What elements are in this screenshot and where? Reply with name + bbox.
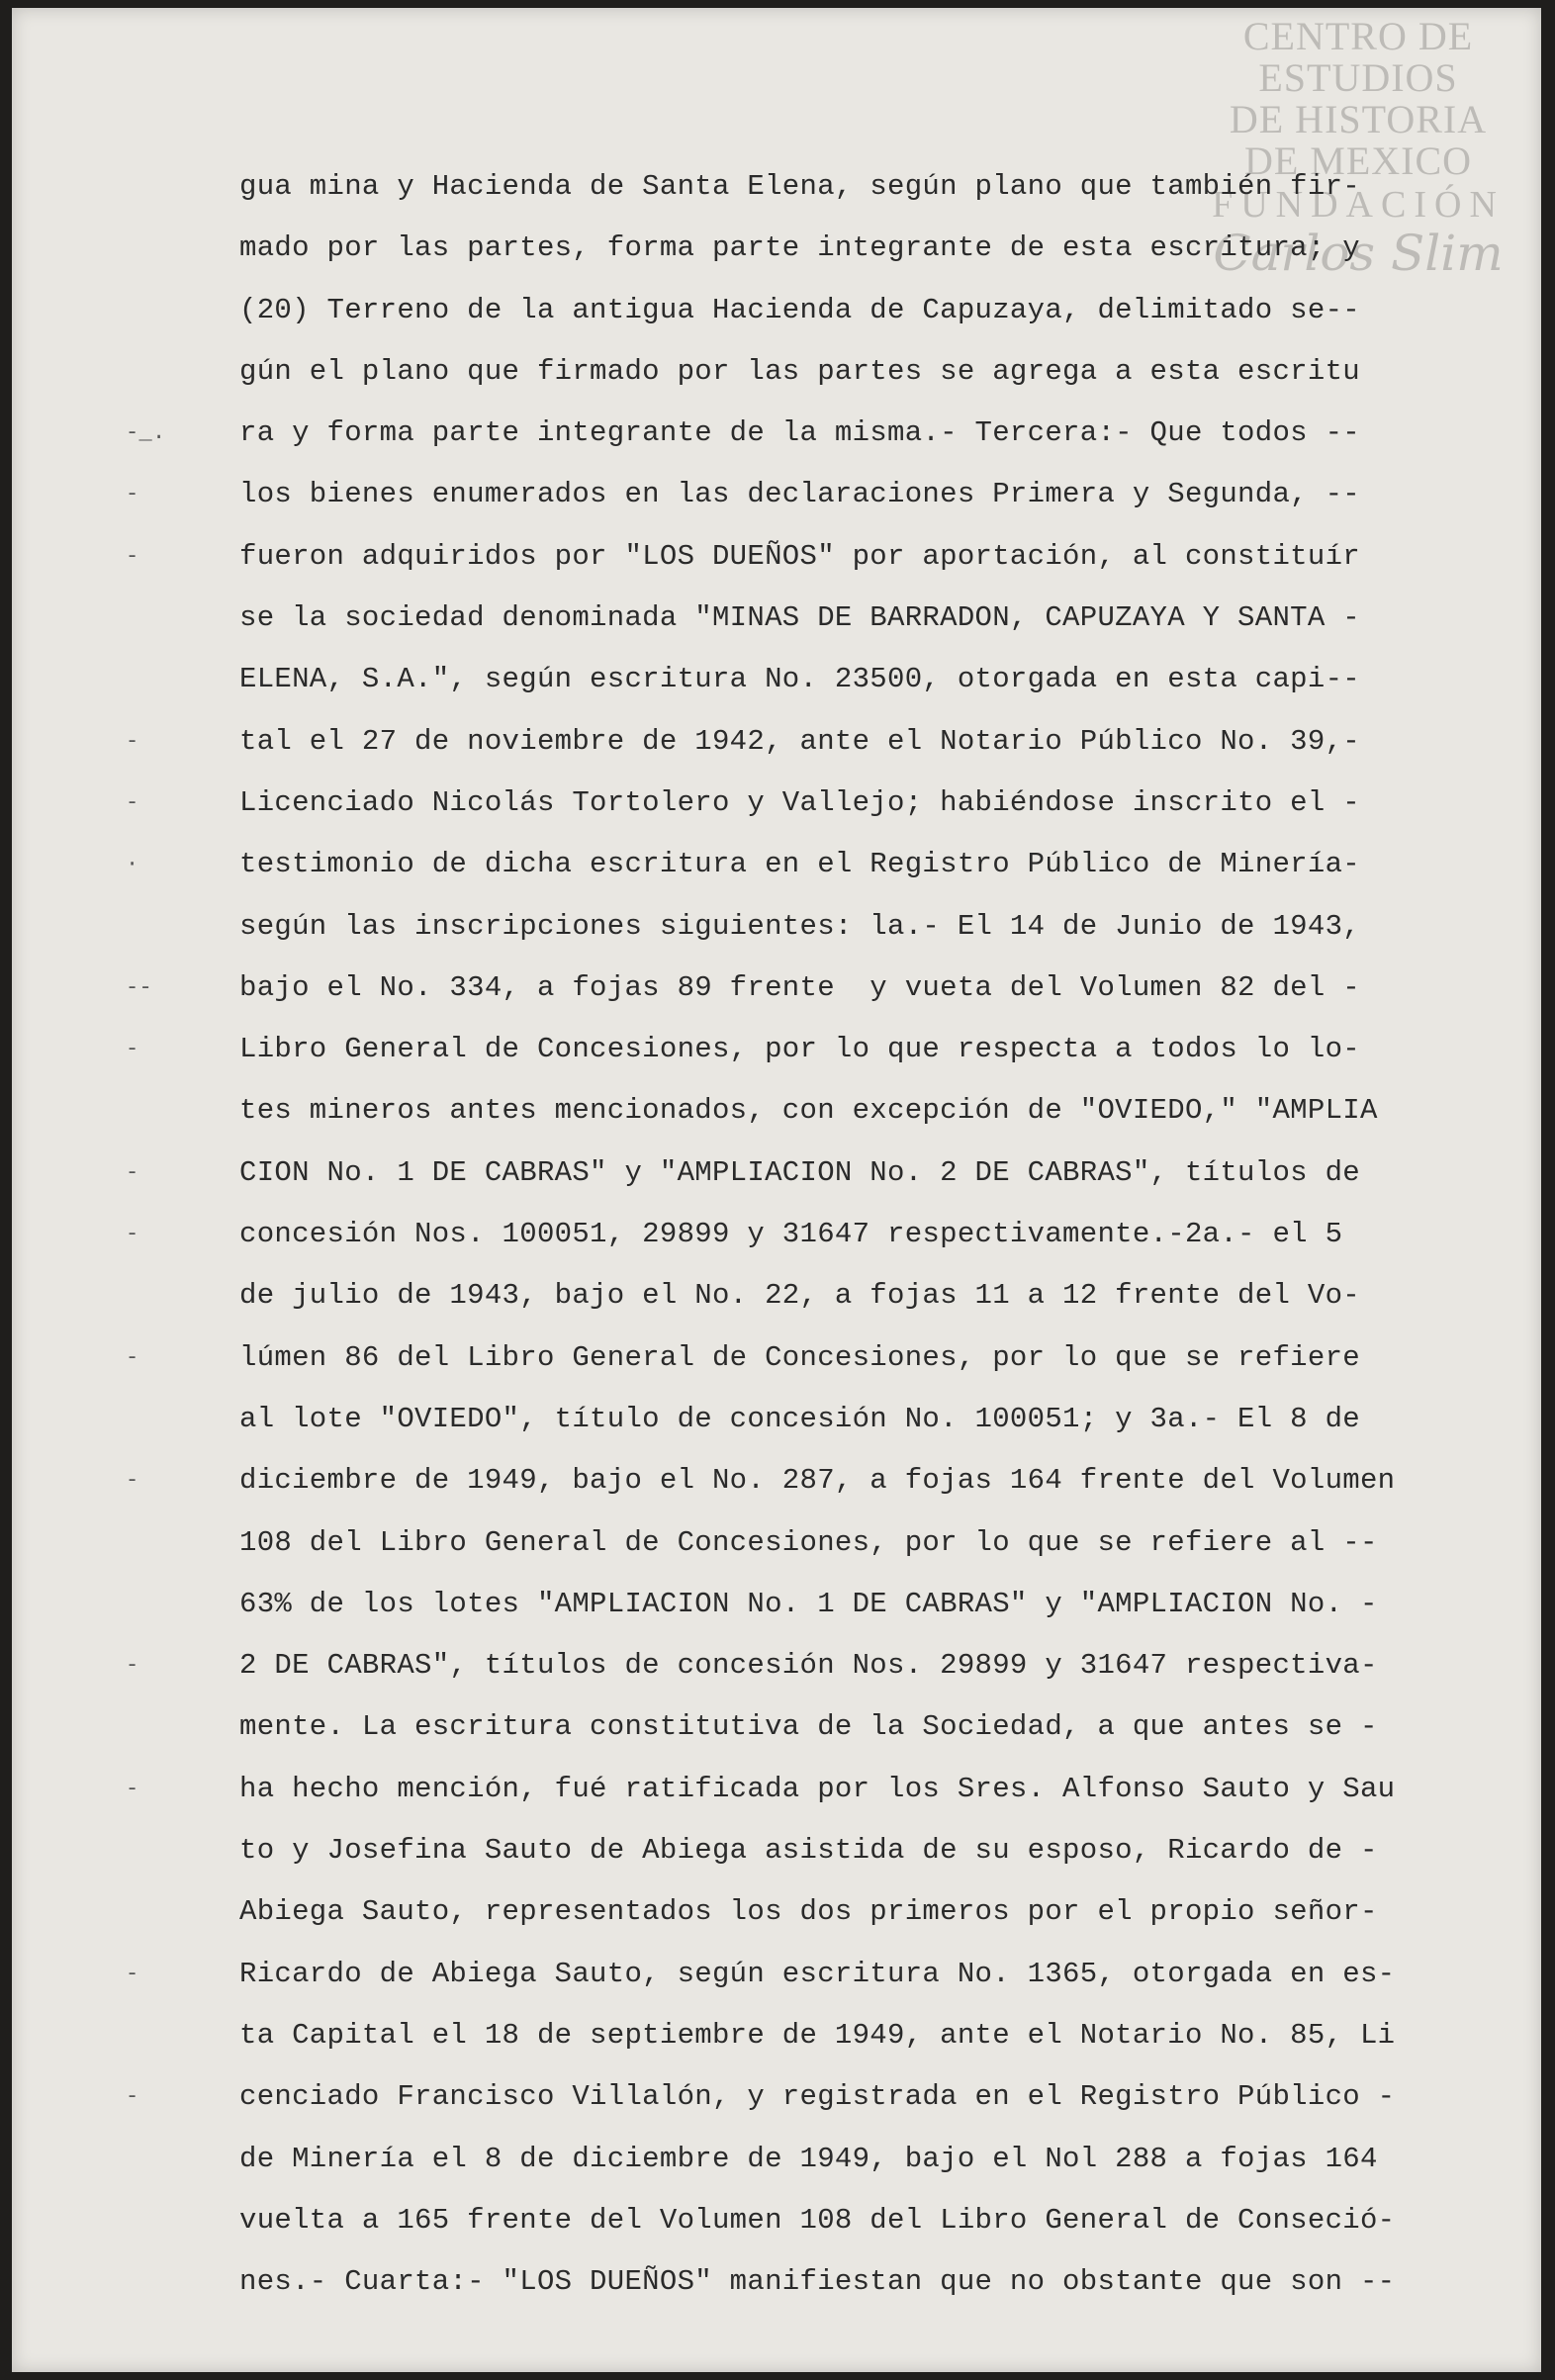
line-text: mente. La escritura constitutiva de la Sociedad, a que antes se - — [239, 1710, 1378, 1744]
document-line — [239, 896, 1446, 958]
document-line — [239, 2251, 1446, 2313]
document-line — [239, 1512, 1446, 1574]
line-text: CION No. 1 DE CABRAS" y "AMPLIACION No. 2 DE CABRAS", títulos de — [239, 1155, 1360, 1189]
watermark-line: DE MEXICO — [1243, 138, 1473, 183]
document-line — [126, 1635, 1446, 1696]
margin-mark: - — [126, 1037, 139, 1062]
line-text: al lote "OVIEDO", título de concesión No. 100051; y 3a.- El 8 de — [239, 1402, 1360, 1435]
line-text: Ricardo de Abiega Sauto, según escritura No. 1365, otorgada en es- — [239, 1957, 1396, 1990]
margin-mark: - — [126, 1776, 139, 1801]
line-text: lúmen 86 del Libro General de Concesiones, por lo que se refiere — [239, 1340, 1360, 1374]
document-line — [239, 588, 1446, 649]
line-text: 2 DE CABRAS", títulos de concesión Nos. 29899 y 31647 respectiva- — [239, 1649, 1378, 1683]
line-text: nes.- Cuarta:- "LOS DUEÑOS" manifiestan que no obstante que son -- — [239, 2265, 1396, 2299]
line-text: Licenciado Nicolás Tortolero y Vallejo; habiéndose inscrito el - — [239, 785, 1360, 819]
margin-mark: - — [126, 728, 139, 754]
document-line — [126, 773, 1446, 834]
line-text: gún el plano que firmado por las partes se agrega a esta escritu — [239, 354, 1360, 388]
document-line — [126, 1019, 1446, 1080]
line-text: los bienes enumerados en las declaraciones Primera y Segunda, -- — [239, 478, 1360, 511]
document-line — [126, 1944, 1446, 2005]
margin-mark: - — [126, 482, 139, 507]
line-text: se la sociedad denominada "MINAS DE BARRADON, CAPUZAYA Y SANTA - — [239, 601, 1360, 635]
document-line — [126, 464, 1446, 525]
line-text: bajo el No. 334, a fojas 89 frente y vueta del Volumen 82 del - — [239, 970, 1360, 1004]
document-line — [126, 1759, 1446, 1820]
margin-mark: - — [126, 1653, 139, 1679]
margin-mark: - — [126, 1222, 139, 1247]
document-line — [239, 280, 1446, 341]
document-line — [239, 1574, 1446, 1635]
line-text: Libro General de Concesiones, por lo que respecta a todos lo lo- — [239, 1033, 1360, 1066]
line-text: (20) Terreno de la antigua Hacienda de Capuzaya, delimitado se-- — [239, 293, 1360, 326]
document-line — [239, 218, 1446, 279]
line-text: ELENA, S.A.", según escritura No. 23500, otorgada en esta capi-- — [239, 663, 1360, 696]
document-body — [126, 156, 1446, 2313]
watermark-line: DE HISTORIA — [1229, 97, 1488, 141]
watermark-line: ESTUDIOS — [1258, 55, 1458, 100]
line-text: fueron adquiridos por "LOS DUEÑOS" por aportación, al constituír — [239, 539, 1360, 573]
line-text: Abiega Sauto, representados los dos primeros por el propio señor- — [239, 1895, 1378, 1929]
document-line — [126, 711, 1446, 773]
line-text: tes mineros antes mencionados, con excepción de "OVIEDO," "AMPLIA — [239, 1094, 1378, 1128]
line-text: cenciado Francisco Villalón, y registrada en el Registro Público - — [239, 2080, 1396, 2114]
line-text: to y Josefina Sauto de Abiega asistida de su esposo, Ricardo de - — [239, 1834, 1378, 1868]
line-text: de Minería el 8 de diciembre de 1949, bajo el Nol 288 a fojas 164 — [239, 2142, 1378, 2175]
line-text: 63% de los lotes "AMPLIACION No. 1 DE CABRAS" y "AMPLIACION No. - — [239, 1587, 1378, 1620]
margin-mark: -- — [126, 974, 153, 1000]
document-line — [239, 1389, 1446, 1450]
margin-mark: - — [126, 1468, 139, 1494]
line-text: ta Capital el 18 de septiembre de 1949, ante el Notario No. 85, Li — [239, 2018, 1396, 2052]
line-text: ra y forma parte integrante de la misma.- Tercera:- Que todos -- — [239, 416, 1360, 450]
document-line — [239, 1881, 1446, 1943]
line-text: testimonio de dicha escritura en el Registro Público de Minería- — [239, 848, 1360, 881]
document-line — [126, 1143, 1446, 1204]
document-line — [239, 2005, 1446, 2066]
margin-mark: - — [126, 1961, 139, 1986]
document-line — [239, 649, 1446, 710]
margin-mark: - — [126, 1344, 139, 1370]
document-line — [126, 1450, 1446, 1511]
line-text: gua mina y Hacienda de Santa Elena, según plano que también fir- — [239, 170, 1360, 203]
line-text: mado por las partes, forma parte integrante de esta escritura; y — [239, 231, 1360, 265]
line-text: según las inscripciones siguientes: la.- El 14 de Junio de 1943, — [239, 909, 1360, 943]
document-line — [126, 526, 1446, 588]
line-text: ha hecho mención, fué ratificada por los Sres. Alfonso Sauto y Sau — [239, 1772, 1396, 1805]
line-text: vuelta a 165 frente del Volumen 108 del Libro General de Conseció- — [239, 2203, 1396, 2237]
document-line — [126, 958, 1446, 1019]
document-line — [126, 2066, 1446, 2128]
line-text: concesión Nos. 100051, 29899 y 31647 respectivamente.-2a.- el 5 — [239, 1218, 1343, 1251]
document-line — [239, 2190, 1446, 2251]
document-line — [239, 2129, 1446, 2190]
line-text: tal el 27 de noviembre de 1942, ante el Notario Público No. 39,- — [239, 724, 1360, 758]
line-text: diciembre de 1949, bajo el No. 287, a fojas 164 frente del Volumen — [239, 1464, 1396, 1498]
watermark-line: CENTRO DE — [1242, 14, 1474, 58]
document-line — [126, 834, 1446, 895]
document-line — [239, 1265, 1446, 1327]
document-line — [239, 341, 1446, 403]
document-line — [126, 403, 1446, 464]
document-line — [126, 1327, 1446, 1389]
margin-mark: - — [126, 1159, 139, 1185]
margin-mark: - — [126, 543, 139, 569]
document-line — [239, 1080, 1446, 1142]
document-page — [12, 8, 1541, 2372]
line-text: 108 del Libro General de Concesiones, por lo que se refiere al -- — [239, 1525, 1378, 1559]
margin-mark: · — [126, 852, 139, 877]
watermark-signature: Carlos Slim — [1213, 224, 1504, 282]
document-line — [239, 1820, 1446, 1881]
document-line — [126, 1204, 1446, 1265]
document-line — [239, 1696, 1446, 1758]
watermark-foundation: FUNDACIÓN — [1212, 184, 1505, 226]
margin-mark: -_. — [126, 420, 166, 446]
line-text: de julio de 1943, bajo el No. 22, a fojas 11 a 12 frente del Vo- — [239, 1279, 1360, 1313]
margin-mark: - — [126, 789, 139, 815]
margin-mark: - — [126, 2084, 139, 2110]
document-line — [239, 156, 1446, 218]
